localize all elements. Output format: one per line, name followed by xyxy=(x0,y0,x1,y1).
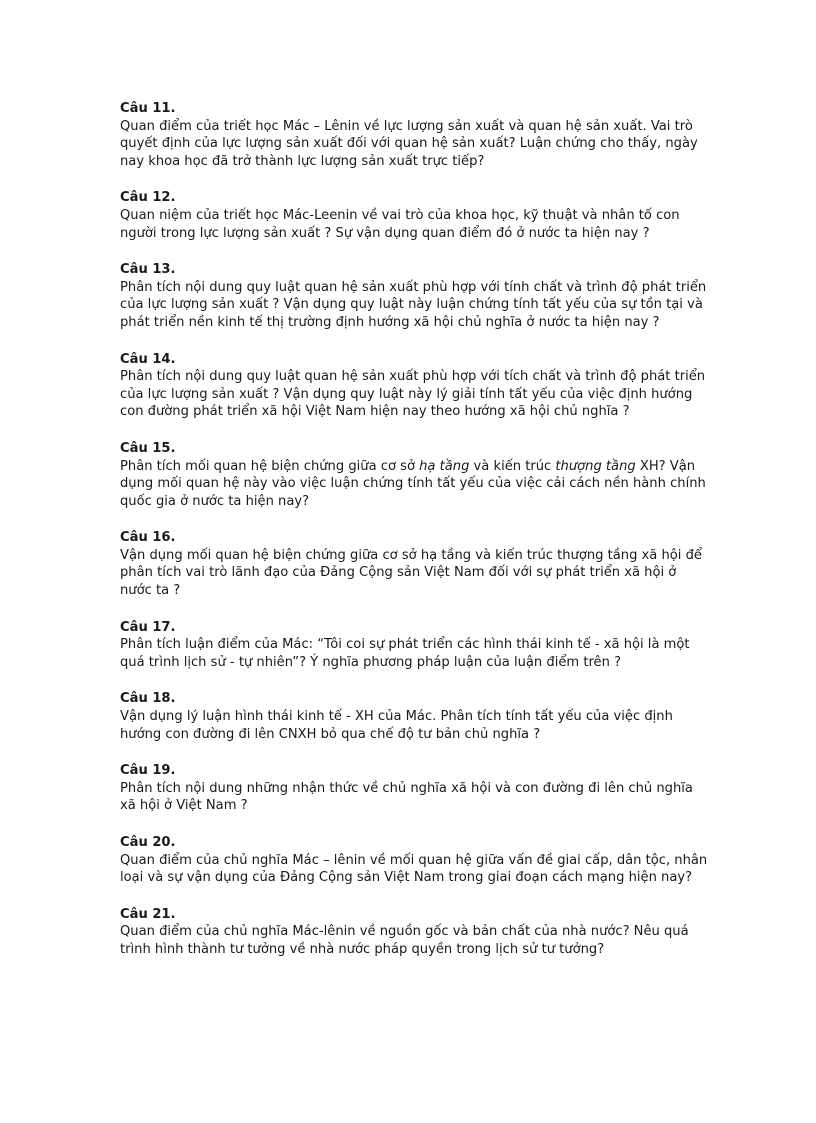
question-text: Quan điểm của chủ nghĩa Mác – lênin về mối quan hệ giữa vấn đề giai cấp, dân tộc, nhân loại và sự vận dụng của Đảng Cộng sản Việt Nam trong giai đoạn cách mạng hiện nay? xyxy=(120,852,708,886)
question-14 xyxy=(120,351,710,421)
question-17 xyxy=(120,619,710,672)
question-title: Câu 21. xyxy=(120,906,176,922)
question-18 xyxy=(120,690,710,743)
question-text-italic: thượng tầng xyxy=(555,458,636,474)
question-16 xyxy=(120,529,710,599)
question-title: Câu 18. xyxy=(120,691,176,707)
question-text: Quan điểm của chủ nghĩa Mác-lênin về nguồn gốc và bản chất của nhà nước? Nêu quá trình hình thành tư tưởng về nhà nước pháp quyền trong lịch sử tư tưởng? xyxy=(120,924,689,957)
question-text: Phân tích nội dung quy luật quan hệ sản xuất phù hợp với tính chất và trình độ phát triển của lực lượng sản xuất ? Vận dụng quy luật này luận chứng tính tất yếu của sự tồn tại và phát triển nền kinh tế thị trường định hướng xã hội chủ nghĩa ở nước ta hiện nay ? xyxy=(120,279,707,330)
question-title: Câu 17. xyxy=(120,619,176,635)
question-text xyxy=(120,458,710,511)
question-title: Câu 13. xyxy=(120,262,176,278)
question-text: Quan niệm của triết học Mác-Leenin về vai trò của khoa học, kỹ thuật và nhân tố con người trong lực lượng sản xuất ? Sự vận dụng quan điểm đó ở nước ta hiện nay ? xyxy=(120,207,680,241)
question-15 xyxy=(120,440,710,510)
question-title: Câu 19. xyxy=(120,763,176,779)
question-text-part: Phân tích mối quan hệ biện chứng giữa cơ sở xyxy=(120,458,420,474)
question-text: Phân tích nội dung quy luật quan hệ sản xuất phù hợp với tích chất và trình độ phát triển của lực lượng sản xuất ? Vận dụng quy luật này lý giải tính tất yếu của việc định hướng con đường phát triển xã hội Việt Nam hiện nay theo hướng xã hội chủ nghĩa ? xyxy=(120,369,706,420)
question-title: Câu 12. xyxy=(120,190,176,206)
question-19 xyxy=(120,762,710,815)
question-text-part: XH? Vận dụng mối quan hệ này vào việc luận chứng tính tất yếu của việc cải cách nền hành chính quốc gia ở nước ta hiện nay? xyxy=(120,458,706,509)
question-title: Câu 20. xyxy=(120,835,176,850)
question-title: Câu 15. xyxy=(120,440,176,456)
question-text: Phân tích nội dung những nhận thức về chủ nghĩa xã hội và con đường đi lên chủ nghĩa xã hội ở Việt Nam ? xyxy=(120,780,693,814)
question-21 xyxy=(120,906,710,959)
question-title: Câu 16. xyxy=(120,530,176,546)
question-title: Câu 11. xyxy=(120,101,176,116)
question-title: Câu 14. xyxy=(120,351,176,367)
question-12 xyxy=(120,189,710,242)
question-text: Phân tích luận điểm của Mác: “Tôi coi sự phát triển các hình thái kinh tế - xã hội là một quá trình lịch sử - tự nhiên”? Ý nghĩa phương pháp luận của luận điểm trên ? xyxy=(120,637,690,670)
question-11 xyxy=(120,100,710,170)
question-text: Vận dụng mối quan hệ biện chứng giữa cơ sở hạ tầng và kiến trúc thượng tầng xã hội để phân tích vai trò lãnh đạo của Đảng Cộng sản Việt Nam đối với sự phát triển xã hội ở nước ta ? xyxy=(120,547,702,599)
question-text: Quan điểm của triết học Mác – Lênin về lực lượng sản xuất và quan hệ sản xuất. Vai trò quyết định của lực lượng sản xuất đối với quan hệ sản xuất? Luận chứng cho thấy, ngày nay khoa học đã trở thành lực lượng sản xuất trực tiếp? xyxy=(120,118,698,169)
question-20 xyxy=(120,834,710,887)
question-text-part: và kiến trúc xyxy=(469,458,556,474)
document-page xyxy=(120,100,710,978)
question-text: Vận dụng lý luận hình thái kinh tế - XH của Mác. Phân tích tính tất yếu của việc định hướng con đường đi lên CNXH bỏ qua chế độ tư bản chủ nghĩa ? xyxy=(120,709,673,742)
question-text-italic: hạ tầng xyxy=(419,458,470,474)
question-13 xyxy=(120,261,710,331)
